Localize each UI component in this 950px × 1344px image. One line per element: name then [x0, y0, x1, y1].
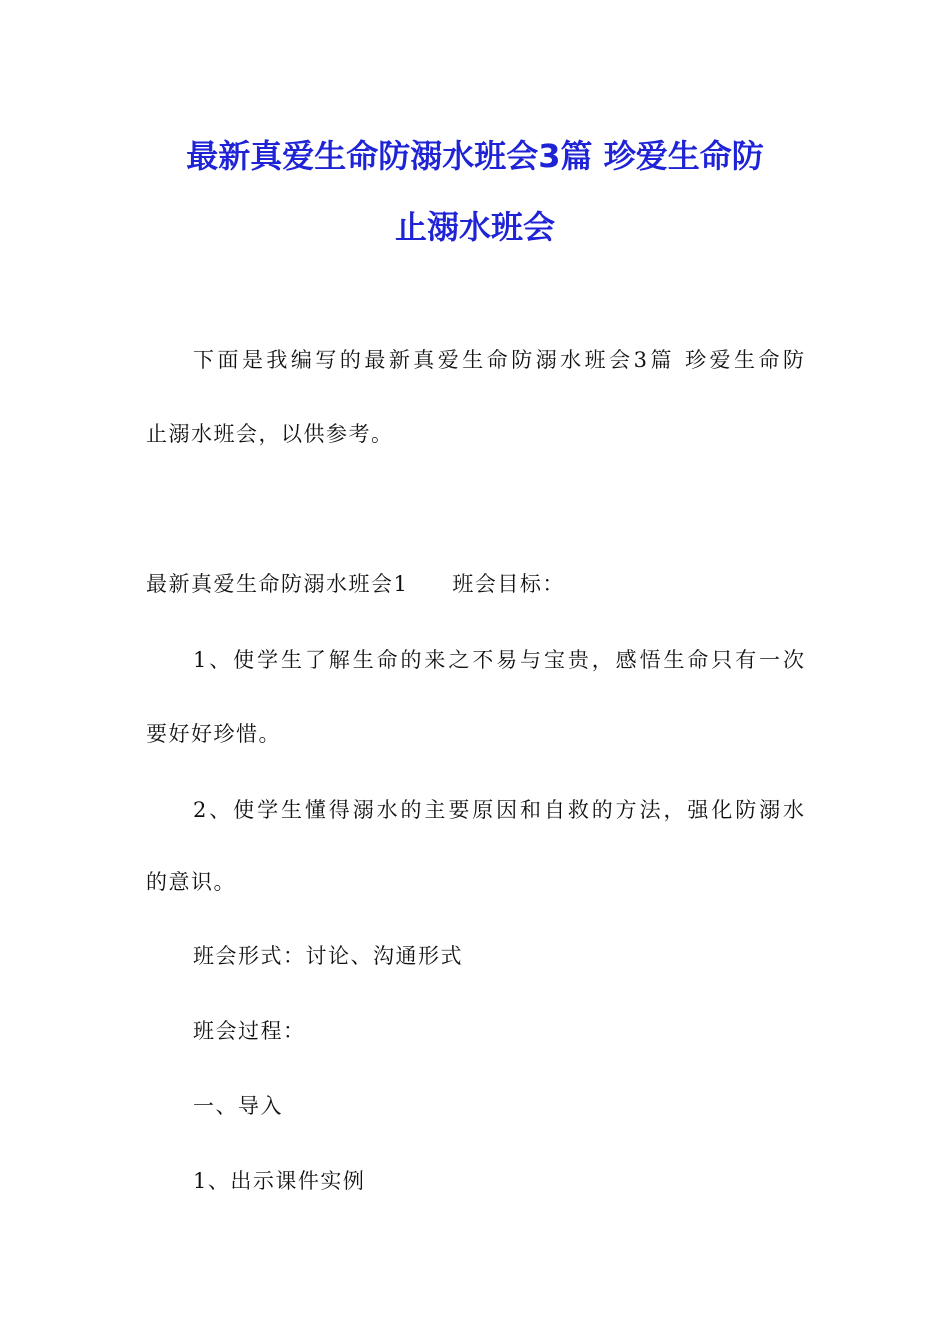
goal-2-line-1: 2、使学生懂得溺水的主要原因和自救的方法，强化防溺水 [193, 798, 805, 822]
goal-1-line-2: 要好好珍惜。 [146, 722, 281, 746]
goal-2-line-2: 的意识。 [146, 870, 236, 894]
section-name: 最新真爱生命防溺水班会1 [146, 572, 409, 596]
section-goal-label: 班会目标： [452, 572, 565, 596]
section-heading [146, 570, 565, 598]
meeting-form: 班会形式：讨论、沟通形式 [193, 944, 463, 968]
step-introduction: 一、导入 [193, 1094, 283, 1118]
meeting-process: 班会过程： [193, 1019, 306, 1043]
document-title-line-2: 止溺水班会 [394, 208, 555, 246]
intro-line-2: 止溺水班会，以供参考。 [146, 422, 394, 446]
step-show-examples: 1、出示课件实例 [193, 1169, 366, 1193]
intro-line-1: 下面是我编写的最新真爱生命防溺水班会3篇 珍爱生命防 [193, 348, 805, 372]
document-title-line-1: 最新真爱生命防溺水班会3篇 珍爱生命防 [186, 137, 764, 175]
goal-1-line-1: 1、使学生了解生命的来之不易与宝贵，感悟生命只有一次 [193, 648, 805, 672]
